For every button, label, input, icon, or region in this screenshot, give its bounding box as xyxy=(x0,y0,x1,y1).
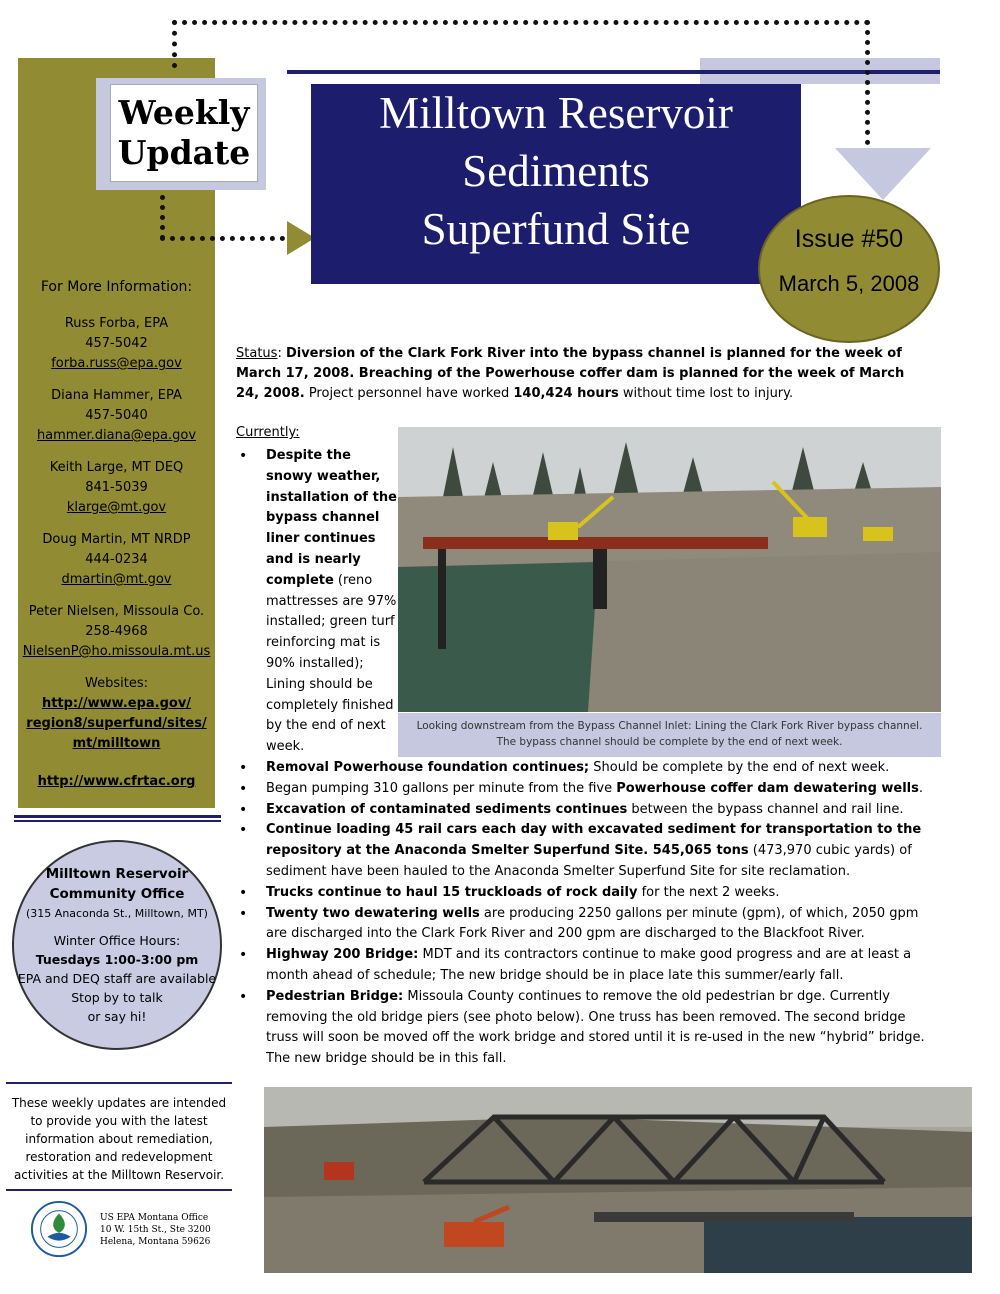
dotted-line-right xyxy=(865,20,870,145)
email-link[interactable]: klarge@mt.gov xyxy=(66,500,167,515)
activity-list xyxy=(236,446,936,1070)
dotted-line-left xyxy=(160,185,165,240)
status-paragraph: Status: Diversion of the Clark Fork River into the bypass channel is planned for the week of March 17, 2008. Breaching of the Powerhouse coffer dam is planned for the week of March 24, 2008. Project personnel have worked 140,424 hours without time lost to injury. xyxy=(236,346,905,401)
office-hours: Tuesdays 1:00-3:00 pm xyxy=(35,952,199,967)
intro-text: These weekly updates are intended to provide you with the latest information about remediation, restoration and redevelopment activities at the Milltown Reservoir. xyxy=(6,1082,232,1184)
office-address: (315 Anaconda St., Milltown, MT) xyxy=(26,907,208,920)
divider xyxy=(6,1189,232,1191)
weekly-update-label: Weekly Update xyxy=(110,84,258,182)
dotted-line-left-top xyxy=(172,20,177,68)
contact-entry: Diana Hammer, EPA 457-5040 hammer.diana@epa.gov xyxy=(18,386,215,446)
list-item: • Twenty two dewatering wells are producing 2250 gallons per minute (gpm), of which, 2050 gpm are discharged into the Clark Fork River and 200 gpm are discharged to the Blackfoot River. xyxy=(236,904,936,946)
community-office-info: Milltown Reservoir Community Office (315 Anaconda St., Milltown, MT) Winter Office Hours: Tuesdays 1:00-3:00 pm EPA and DEQ staff are available Stop by to talk or say hi! xyxy=(12,840,222,1050)
email-link[interactable]: hammer.diana@epa.gov xyxy=(36,428,197,443)
websites xyxy=(18,674,215,792)
header-rule xyxy=(287,70,940,74)
newsletter-title: Milltown Reservoir Sediments Superfund Site xyxy=(311,84,801,284)
list-item: • Removal Powerhouse foundation continues; Should be complete by the end of next week. xyxy=(236,758,936,779)
list-item: • Began pumping 310 gallons per minute from the five Powerhouse coffer dam dewatering wells. xyxy=(236,779,936,800)
list-item: • Trucks continue to haul 15 truckloads of rock daily for the next 2 weeks. xyxy=(236,883,936,904)
contact-entry: Russ Forba, EPA 457-5042 forba.russ@epa.gov xyxy=(18,314,215,374)
list-item: • Pedestrian Bridge: Missoula County continues to remove the old pedestrian br dge. Currently removing the old bridge piers (see photo below). One truss has been removed. The second bridge truss will soon be moved off the work bridge and stored until it is re-used in the new “hybrid” bridge. The new bridge should be in this fall. xyxy=(236,987,936,1070)
list-item: • Excavation of contaminated sediments continues between the bypass channel and rail line. xyxy=(236,800,936,821)
photo-caption: Looking downstream from the Bypass Channel Inlet: Lining the Clark Fork River bypass channel. The bypass channel should be complete by the end of next week. xyxy=(398,713,941,757)
divider xyxy=(14,815,221,818)
divider xyxy=(14,820,221,822)
issue-date: March 5, 2008 xyxy=(778,271,920,296)
epa-website-link[interactable]: http://www.epa.gov/ region8/superfund/sites/ mt/milltown xyxy=(26,696,207,751)
list-item: • Highway 200 Bridge: MDT and its contractors continue to make good progress and are at least a month ahead of schedule; The new bridge should be in place late this summer/early fall. xyxy=(236,945,936,987)
contact-panel xyxy=(18,278,215,792)
contact-entry: Peter Nielsen, Missoula Co. 258-4968 NielsenP@ho.missoula.mt.us xyxy=(18,602,215,662)
dotted-line-bottom xyxy=(160,236,285,241)
epa-office-address: US EPA Montana Office 10 W. 15th St., Ste 3200 Helena, Montana 59626 xyxy=(100,1213,211,1247)
contact-heading: For More Information: xyxy=(40,279,193,295)
pedestrian-bridge-photo xyxy=(264,1087,972,1273)
contact-entry: Doug Martin, MT NRDP 444-0234 dmartin@mt.gov xyxy=(18,530,215,590)
issue-number: Issue #50 xyxy=(794,225,904,253)
list-item: • Despite the snowy weather, installation of the bypass channel liner continues and is nearly complete (reno mattresses are 97% installed; green turf reinforcing mat is 90% installed); Lining should be completely finished by the end of next week. xyxy=(236,446,401,758)
websites-label: Websites: xyxy=(85,676,148,691)
contact-entry: Keith Large, MT DEQ 841-5039 klarge@mt.gov xyxy=(18,458,215,518)
cfrtac-website-link[interactable]: http://www.cfrtac.org xyxy=(37,774,196,789)
epa-seal-icon xyxy=(30,1200,88,1258)
arrow-down-icon xyxy=(835,148,931,200)
issue-badge xyxy=(758,195,940,343)
email-link[interactable]: dmartin@mt.gov xyxy=(61,572,172,587)
currently-label: Currently: xyxy=(236,425,300,440)
email-link[interactable]: forba.russ@epa.gov xyxy=(51,356,182,371)
dotted-line-top xyxy=(172,20,870,25)
email-link[interactable]: NielsenP@ho.missoula.mt.us xyxy=(22,644,211,659)
list-item: • Continue loading 45 rail cars each day with excavated sediment for transportation to the repository at the Anaconda Smelter Superfund Site. 545,065 tons (473,970 cubic yards) of sediment have been hauled to the Anaconda Smelter Superfund Site for site reclamation. xyxy=(236,820,936,882)
